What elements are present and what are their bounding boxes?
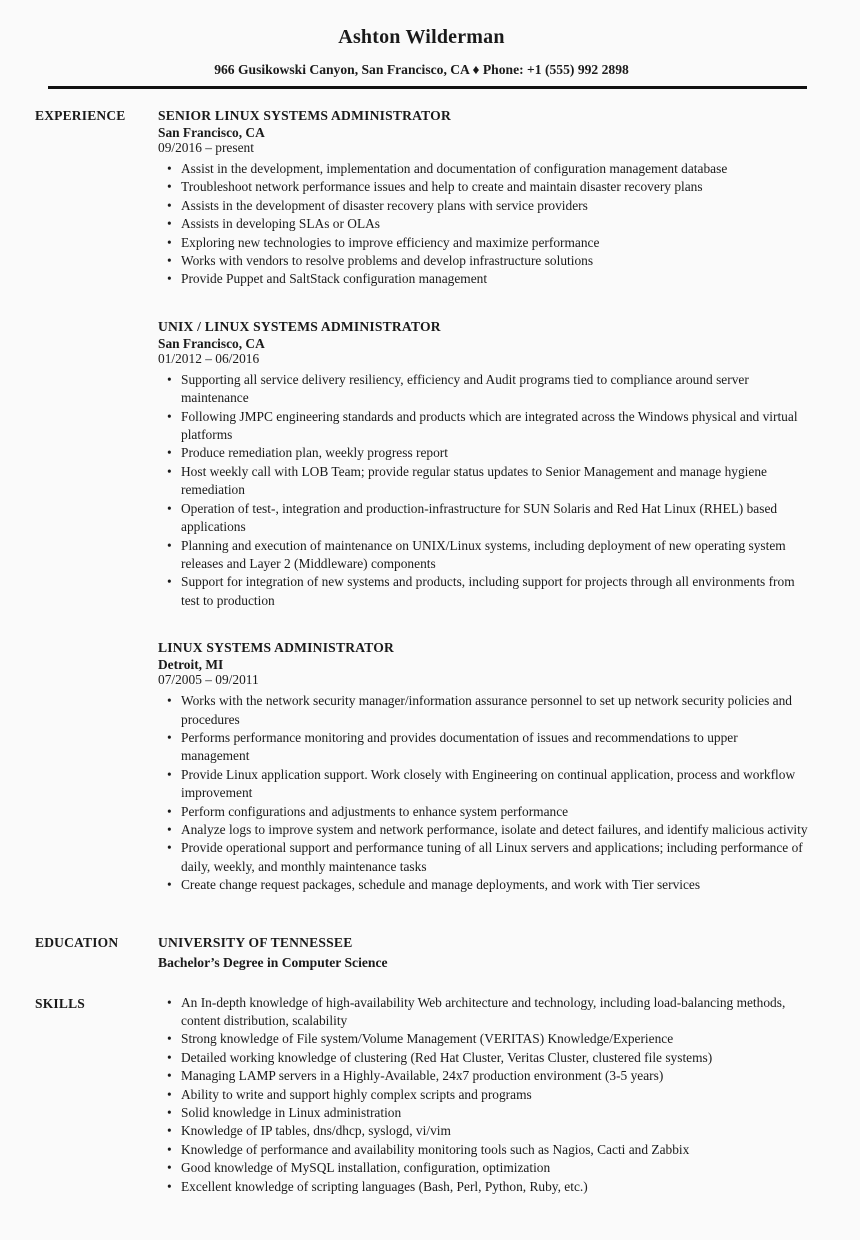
skills-list [158,994,808,1196]
education-school: UNIVERSITY OF TENNESSEE [158,934,353,950]
experience-section [35,106,808,895]
job-bullet: • Assist in the development, implementation and documentation of configuration management database [158,160,808,178]
job-bullet: • Produce remediation plan, weekly progress report [158,444,808,462]
job-bullet: • Exploring new technologies to improve efficiency and maximize performance [158,234,808,252]
job-bullet: • Assists in the development of disaster recovery plans with service providers [158,197,808,215]
job-bullet: • Provide Linux application support. Work closely with Engineering on continual application, process and workflow improvement [158,766,808,803]
skill-item: • Good knowledge of MySQL installation, configuration, optimization [158,1159,808,1177]
skill-item: • Solid knowledge in Linux administration [158,1104,808,1122]
education-content [158,933,808,973]
section-label-education: EDUCATION [35,934,119,950]
job-location: San Francisco, CA [158,125,265,140]
skill-item: • Ability to write and support highly complex scripts and programs [158,1086,808,1104]
job-bullet: • Create change request packages, schedule and manage deployments, and work with Tier services [158,876,808,894]
resume-header [35,26,808,89]
job-bullet: • Analyze logs to improve system and network performance, isolate and detect failures, and identify malicious activity [158,821,808,839]
header-divider [48,86,807,89]
skills-section [35,994,808,1196]
skill-item: • Detailed working knowledge of clustering (Red Hat Cluster, Veritas Cluster, clustered file systems) [158,1049,808,1067]
section-label-skills: SKILLS [35,995,85,1011]
contact-line: 966 Gusikowski Canyon, San Francisco, CA ♦ Phone: +1 (555) 992 2898 [214,62,629,77]
skill-item: • Knowledge of performance and availability monitoring tools such as Nagios, Cacti and Zabbix [158,1141,808,1159]
job-bullet: • Perform configurations and adjustments to enhance system performance [158,803,808,821]
job-bullet: • Provide Puppet and SaltStack configuration management [158,270,808,288]
job-entry [158,106,808,289]
job-location: Detroit, MI [158,657,224,673]
job-bullet: • Provide operational support and performance tuning of all Linux servers and applications; including performance of daily, weekly, and monthly maintenance tasks [158,839,808,876]
job-bullet: • Operation of test-, integration and production-infrastructure for SUN Solaris and Red Hat Linux (RHEL) based applications [158,500,808,537]
job-bullet-list [158,160,808,289]
job-location: San Francisco, CA [158,335,265,351]
job-bullet: • Assists in developing SLAs or OLAs [158,215,808,233]
candidate-name: Ashton Wilderman [338,26,505,48]
skill-item: • Strong knowledge of File system/Volume Management (VERITAS) Knowledge/Experience [158,1030,808,1048]
job-bullet-list [158,692,808,894]
job-bullet: • Works with vendors to resolve problems and develop infrastructure solutions [158,252,808,270]
education-section [35,933,808,973]
job-bullet-list [158,371,808,610]
job-bullet: • Support for integration of new systems and products, including support for projects through all environments from test to production [158,573,808,610]
job-dates: 01/2012 – 06/2016 [158,350,260,366]
experience-jobs [158,106,808,895]
job-bullet: • Host weekly call with LOB Team; provide regular status updates to Senior Management and manage hygiene remediation [158,463,808,500]
job-title: SENIOR LINUX SYSTEMS ADMINISTRATOR [158,108,451,123]
skill-item: • Managing LAMP servers in a Highly-Available, 24x7 production environment (3-5 years) [158,1067,808,1085]
skills-content [158,994,808,1196]
job-bullet: • Planning and execution of maintenance on UNIX/Linux systems, including deployment of new operating system releases and Layer 2 (Middleware) components [158,537,808,574]
job-title: LINUX SYSTEMS ADMINISTRATOR [158,640,395,656]
education-degree: Bachelor’s Degree in Computer Science [158,954,388,970]
job-bullet: • Following JMPC engineering standards and products which are integrated across the Windows physical and virtual platforms [158,408,808,445]
job-bullet: • Supporting all service delivery resiliency, efficiency and Audit programs tied to compliance around server maintenance [158,371,808,408]
skill-item: • Excellent knowledge of scripting languages (Bash, Perl, Python, Ruby, etc.) [158,1178,808,1196]
job-bullet: • Performs performance monitoring and provides documentation of issues and recommendations to upper management [158,729,808,766]
job-title: UNIX / LINUX SYSTEMS ADMINISTRATOR [158,318,441,334]
job-bullet: • Troubleshoot network performance issues and help to create and maintain disaster recovery plans [158,178,808,196]
job-entry [158,317,808,610]
section-label-experience: EXPERIENCE [35,108,126,123]
job-bullet: • Works with the network security manager/information assurance personnel to set up network security policies and procedures [158,692,808,729]
job-dates: 09/2016 – present [158,140,254,155]
job-entry [158,638,808,894]
skill-item: • An In-depth knowledge of high-availability Web architecture and technology, including load-balancing methods, content distribution, scalability [158,994,808,1031]
skill-item: • Knowledge of IP tables, dns/dhcp, syslogd, vi/vim [158,1122,808,1140]
job-dates: 07/2005 – 09/2011 [158,672,259,688]
